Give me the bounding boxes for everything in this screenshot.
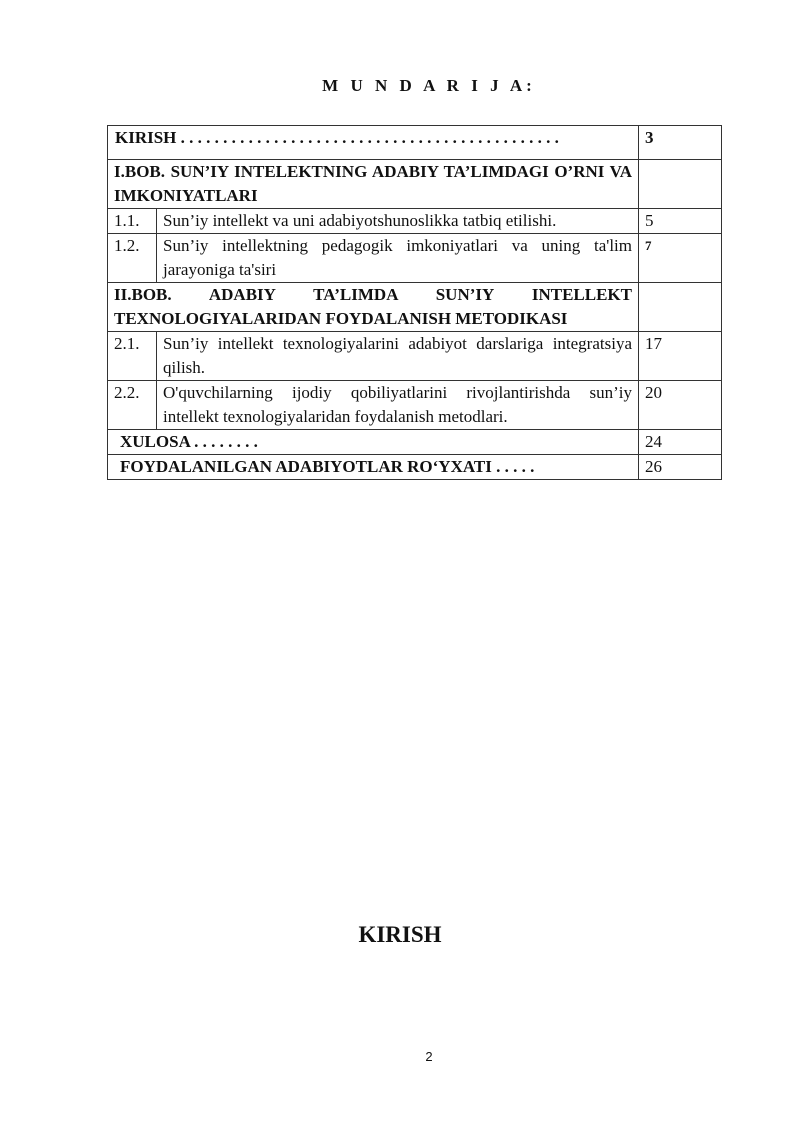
toc-row-chapter-2	[108, 283, 722, 332]
toc-item-title: Sun’iy intellekt texnologiyalarini adabiyot darslariga integratsiya qilish.	[157, 332, 639, 381]
toc-entry-xulosa: XULOSA . . . . . . . .	[108, 430, 639, 455]
toc-item-number: 2.2.	[108, 381, 157, 430]
table-row	[108, 332, 722, 381]
toc-item-title: Sun’iy intellekt va uni adabiyotshunoslikka tatbiq etilishi.	[157, 209, 639, 234]
toc-item-number: 1.1.	[108, 209, 157, 234]
toc-entry-adabiyotlar: FOYDALANILGAN ADABIYOTLAR RO‘YXATI . . . . .	[108, 455, 639, 480]
toc-item-number: 1.2.	[108, 234, 157, 283]
toc-row-kirish	[108, 126, 722, 160]
toc-page-kirish: 3	[639, 126, 722, 160]
page-number: 2	[425, 1049, 433, 1064]
toc-row-chapter-1	[108, 160, 722, 209]
table-row	[108, 381, 722, 430]
toc-item-page: 20	[639, 381, 722, 430]
toc-item-page: 7	[639, 234, 722, 283]
table-of-contents	[107, 125, 722, 480]
toc-chapter-1-page	[639, 160, 722, 209]
toc-item-page: 17	[639, 332, 722, 381]
toc-item-number: 2.1.	[108, 332, 157, 381]
toc-chapter-2-page	[639, 283, 722, 332]
table-row	[108, 234, 722, 283]
toc-chapter-2-title: II.BOB. ADABIY TA’LIMDA SUN’IY INTELLEKT TEXNOLOGIYALARIDAN FOYDALANISH METODIKASI	[108, 283, 639, 332]
toc-chapter-1-title: I.BOB. SUN’IY INTELEKTNING ADABIY TA’LIMDAGI O’RNI VA IMKONIYATLARI	[108, 160, 639, 209]
toc-page-xulosa: 24	[639, 430, 722, 455]
toc-item-title: O'quvchilarning ijodiy qobiliyatlarini rivojlantirishda sun’iy intellekt texnologiyalaridan foydalanish metodlari.	[157, 381, 639, 430]
toc-item-title: Sun’iy intellektning pedagogik imkoniyatlari va uning ta'lim jarayoniga ta'siri	[157, 234, 639, 283]
toc-item-page: 5	[639, 209, 722, 234]
toc-heading: M U N D A R I J A:	[322, 76, 536, 95]
toc-page-adabiyotlar: 26	[639, 455, 722, 480]
toc-row-adabiyotlar	[108, 455, 722, 480]
section-title: KIRISH	[358, 922, 442, 947]
toc-entry-kirish: KIRISH . . . . . . . . . . . . . . . . . . . . . . . . . . . . . . . . . . . . . . . . . . . . .	[108, 126, 639, 160]
toc-row-xulosa	[108, 430, 722, 455]
table-row	[108, 209, 722, 234]
